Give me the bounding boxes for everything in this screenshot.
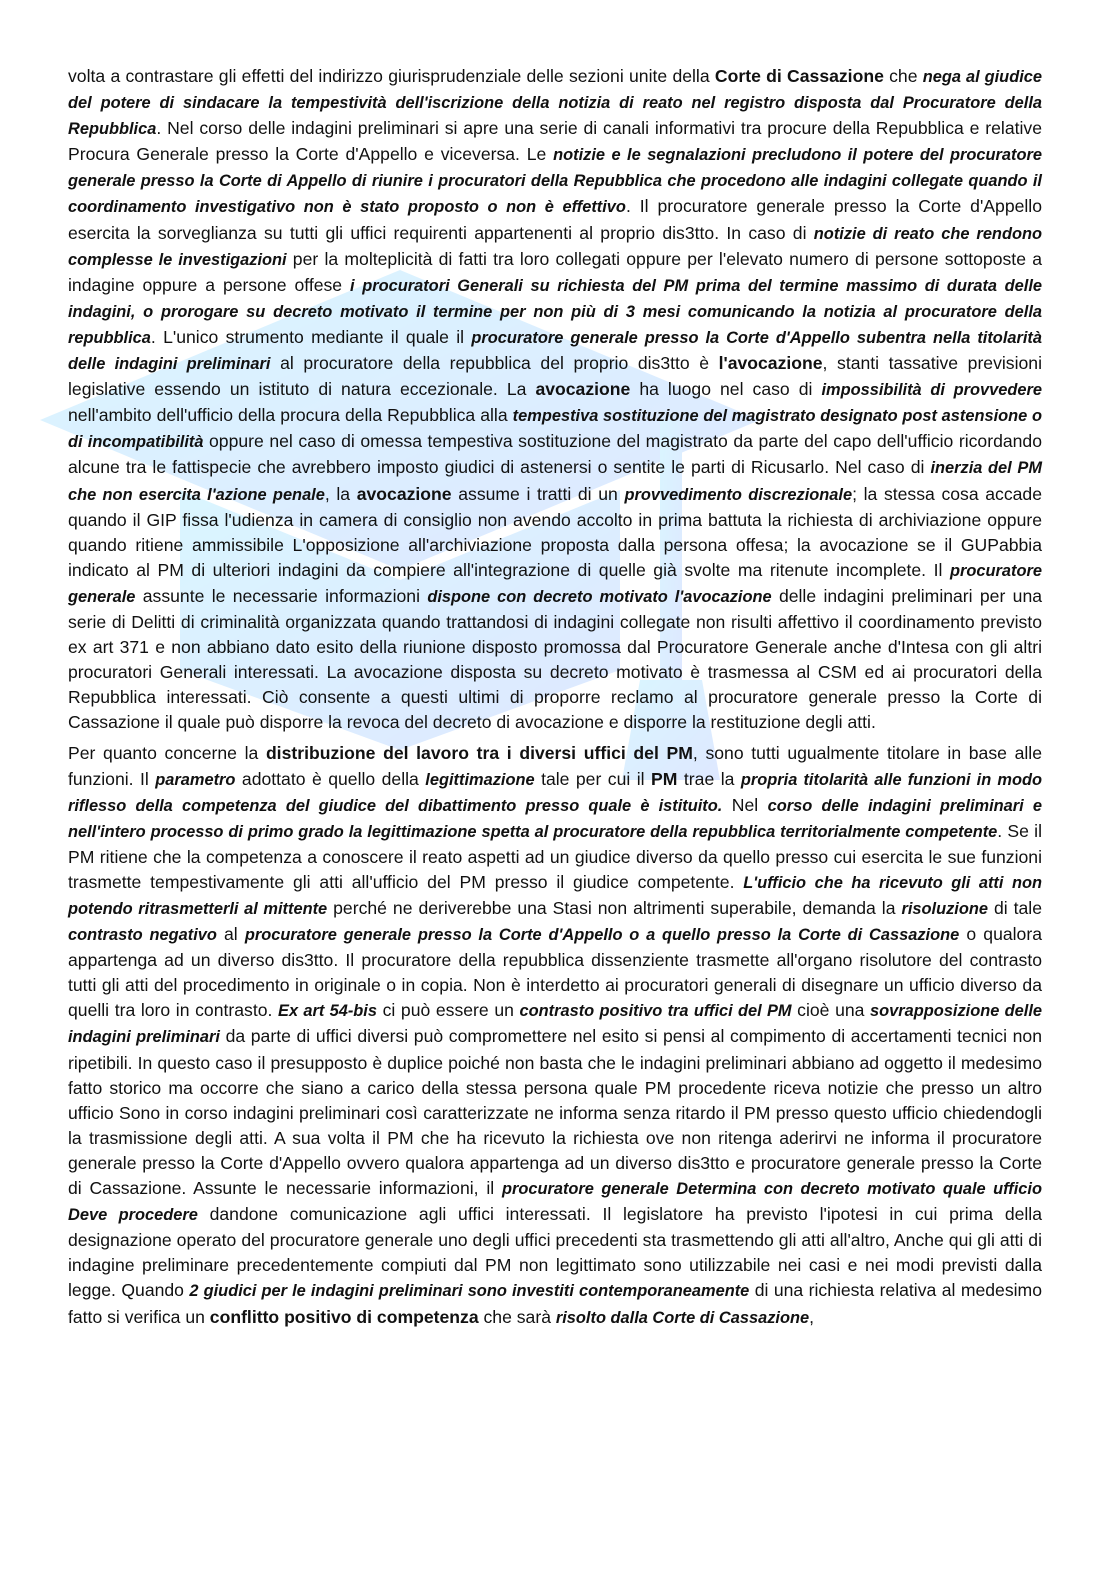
body-text: oppure nel caso di omessa tempestiva sostituzione del magistrato da parte del capo dell'ufficio ricordando alcune tra le fattispecie che avrebbero imposto giudici di astenersi o sentite le parti di Ricusarlo. Nel caso di	[68, 431, 1042, 478]
emphasis-text: parametro	[155, 770, 236, 789]
document-text	[68, 64, 1042, 1331]
body-text: che	[883, 66, 923, 86]
emphasis-text: procuratore generale presso la Corte d'Appello subentra nella titolarità delle indagini preliminari	[68, 328, 1042, 374]
body-text: al procuratore della repubblica del proprio dis3tto è	[270, 353, 719, 374]
emphasis-text: propria titolarità alle funzioni in modo riflesso della competenza del giudice del dibattimento presso quale è istituito.	[68, 770, 1042, 815]
body-text: , sono tutti ugualmente titolare in base alle funzioni. Il	[68, 743, 1042, 789]
body-text: di una richiesta relativa al medesimo fatto si verifica un	[68, 1280, 1042, 1327]
emphasis-text: risoluzione	[901, 900, 988, 918]
emphasis-text: legittimazione	[425, 770, 535, 789]
body-text: Nel	[722, 794, 768, 815]
body-text: delle indagini preliminari per una serie di Delitti di criminalità organizzata quando trattandosi di indagini collegate non risulti affettivo il coordinamento previsto ex art 371 e non abbiano dato esito della riunione disposto promossa dal Procuratore Generale anche d'Intesa con gli altri procuratori Generali interessati. La avocazione disposta su decreto motivato è trasmessa al CSM ed ai procuratori della Repubblica interessati. Ciò consente a questi ultimi di proporre reclamo al procuratore generale presso la Corte di Cassazione il quale può disporre la revoca del decreto di avocazione e disporre la restituzione degli atti.	[68, 585, 1043, 733]
emphasis-text: notizie e le segnalazioni precludono il potere del procuratore generale presso la Corte di Appello di riunire i procuratori della Repubblica che procedono alle indagini collegate quando il coordinamento investigativo non è stato proposto o non è effettivo	[68, 146, 1043, 217]
body-text: Per quanto concerne la	[68, 743, 266, 764]
bold-term: avocazione	[535, 379, 631, 400]
emphasis-text: corso delle indagini preliminari e nell'intero processo di primo grado la legittimazione spetta al procuratore della repubblica territorialmente competente	[68, 796, 1042, 841]
body-text: volta a contrastare gli effetti del indirizzo giurisprudenziale delle sezioni unite della	[68, 66, 715, 86]
body-text: o qualora appartenga ad un diverso dis3tto. Il procuratore della repubblica dissenziente trasmette all'organo risolutore del contrasto tutti gli atti del procedimento in originale o in copia. Non è interdetto ai procuratori generali di disegnare un ufficio diverso da quelli tra loro in contrasto.	[68, 924, 1042, 1021]
body-text: per la molteplicità di fatti tra loro collegati oppure per l'elevato numero di persone sottoposte a indagine oppure a persone offese	[68, 248, 1042, 295]
body-text: tale per cui il	[534, 768, 652, 789]
emphasis-text: procuratore generale Determina con decreto motivato quale ufficio Deve procedere	[68, 1180, 1042, 1225]
bold-term: distribuzione del lavoro tra i diversi uffici del PM	[265, 743, 693, 764]
body-text: assume i tratti di un	[451, 483, 625, 504]
bold-term: PM	[651, 768, 678, 789]
body-text: ci può essere un	[376, 1000, 520, 1021]
body-text: al	[216, 924, 245, 945]
body-text: , stanti tassative previsioni legislative essendo un istituto di natura eccezionale. La	[68, 353, 1042, 400]
emphasis-text: procuratore generale	[68, 561, 1042, 606]
emphasis-text: contrasto negativo	[68, 926, 217, 945]
body-text: di tale	[987, 898, 1042, 918]
emphasis-text: procuratore generale presso la Corte d'Appello o a quello presso la Corte di Cassazione	[244, 926, 960, 945]
body-text: da parte di uffici diversi può compromettere nel esito si pensi al compimento di accertamenti tecnici non ripetibili. In questo caso il presupposto è duplice poiché non basta che le indagini preliminari abbiano ad oggetto il medesimo fatto storico ma occorre che siano a carico della stessa persona quale PM procedente riceva notizie che presso un altro ufficio Sono in corso indagini preliminari così caratterizzate ne informa senza ritardo il PM presso questo ufficio chiedendogli la trasmissione degli atti. A sua volta il PM che ha ricevuto la richiesta ove non ritenga aderirvi ne informa il procuratore generale presso la Corte d'Appello ovvero qualora appartenga ad un diverso dis3tto e procuratore generale presso la Corte di Cassazione. Assunte le necessarie informazioni, il	[68, 1026, 1043, 1199]
body-text: cioè una	[791, 1000, 871, 1021]
body-text: ,	[809, 1306, 814, 1327]
emphasis-text: nega al giudice del potere di sindacare la tempestività dell'iscrizione della notizia di reato nel registro disposta dal Procuratore della Repubblica	[68, 68, 1042, 139]
text-paragraph	[68, 741, 1042, 1330]
body-text: perché ne deriverebbe una Stasi non altrimenti superabile, demanda la	[327, 898, 902, 918]
bold-term: l'avocazione	[718, 353, 823, 374]
emphasis-text: 2 giudici per le indagini preliminari sono investiti contemporaneamente	[189, 1282, 750, 1301]
body-text: ; la stessa cosa accade quando il GIP fissa l'udienza in camera di consiglio non avendo accolto in prima battuta la richiesta di archiviazione oppure quando ritiene ammissibile L'opposizione all'archiviazione proposta dalla persona offesa; la avocazione se il GUPabbia indicato al PM di ulteriori indagini da compiere all'integrazione di quelle già svolte ma ritenute incomplete. Il	[68, 483, 1042, 580]
emphasis-text: sovrapposizione delle indagini preliminari	[68, 1002, 1043, 1047]
body-text: dandone comunicazione agli uffici interessati. Il legislatore ha previsto l'ipotesi in cui prima della designazione operato del procuratore generale uno degli uffici precedenti sta trasmettendo gli atti all'altro, Anche qui gli atti di indagine preliminare precedentemente compiuti dal PM non legittimato sono utilizzabile nei casi e nei modi previsti dalla legge. Quando	[68, 1204, 1043, 1301]
body-text: . Il procuratore generale presso la Corte d'Appello esercita la sorveglianza su tutti gli uffici requirenti appartenenti al proprio dis3tto. In caso di	[68, 196, 1043, 243]
emphasis-text: dispone con decreto motivato l'avocazione	[427, 587, 772, 606]
emphasis-text: Ex art 54-bis	[278, 1002, 377, 1021]
body-text: . Se il PM ritiene che la competenza a conoscere il reato aspetti ad un giudice diverso da quello presso cui esercita le sue funzioni trasmette tempestivamente gli atti all'ufficio del PM presso il giudice competente.	[68, 820, 1042, 892]
body-text: . Nel corso delle indagini preliminari si apre una serie di canali informativi tra procure della Repubblica e relative Procura Generale presso la Corte d'Appello e viceversa. Le	[68, 118, 1042, 165]
body-text: . L'unico strumento mediante il quale il	[150, 326, 472, 347]
emphasis-text: contrasto positivo tra uffici del PM	[519, 1002, 792, 1021]
bold-term: Corte di Cassazione	[714, 66, 884, 86]
body-text: , la	[324, 483, 357, 504]
emphasis-text: provvedimento discrezionale	[624, 485, 853, 504]
body-text: trae la	[677, 768, 741, 789]
emphasis-text: risolto dalla Corte di Cassazione	[555, 1308, 810, 1327]
text-paragraph	[68, 64, 1042, 735]
body-text: nell'ambito dell'ufficio della procura della Repubblica alla	[68, 405, 513, 426]
bold-term: avocazione	[356, 483, 452, 504]
bold-term: conflitto positivo di competenza	[209, 1306, 479, 1327]
emphasis-text: i procuratori Generali su richiesta del PM prima del termine massimo di durata delle indagini, o prorogare su decreto motivato il termine per non più di 3 mesi comunicando la notizia al procuratore della repubblica	[68, 276, 1042, 347]
emphasis-text: L'ufficio che ha ricevuto gli atti non potendo ritrasmetterli al mittente	[68, 873, 1042, 918]
emphasis-text: notizie di reato che rendono complesse le investigazioni	[68, 224, 1042, 269]
emphasis-text: tempestiva sostituzione del magistrato designato post astensione o di incompatibilità	[68, 407, 1043, 452]
body-text: ha luogo nel caso di	[630, 379, 822, 400]
emphasis-text: inerzia del PM che non esercita l'azione penale	[68, 459, 1042, 504]
body-text: assunte le necessarie informazioni	[135, 585, 428, 606]
body-text: adottato è quello della	[235, 768, 426, 789]
emphasis-text: impossibilità di provvedere	[821, 381, 1042, 400]
body-text: che sarà	[478, 1306, 556, 1327]
